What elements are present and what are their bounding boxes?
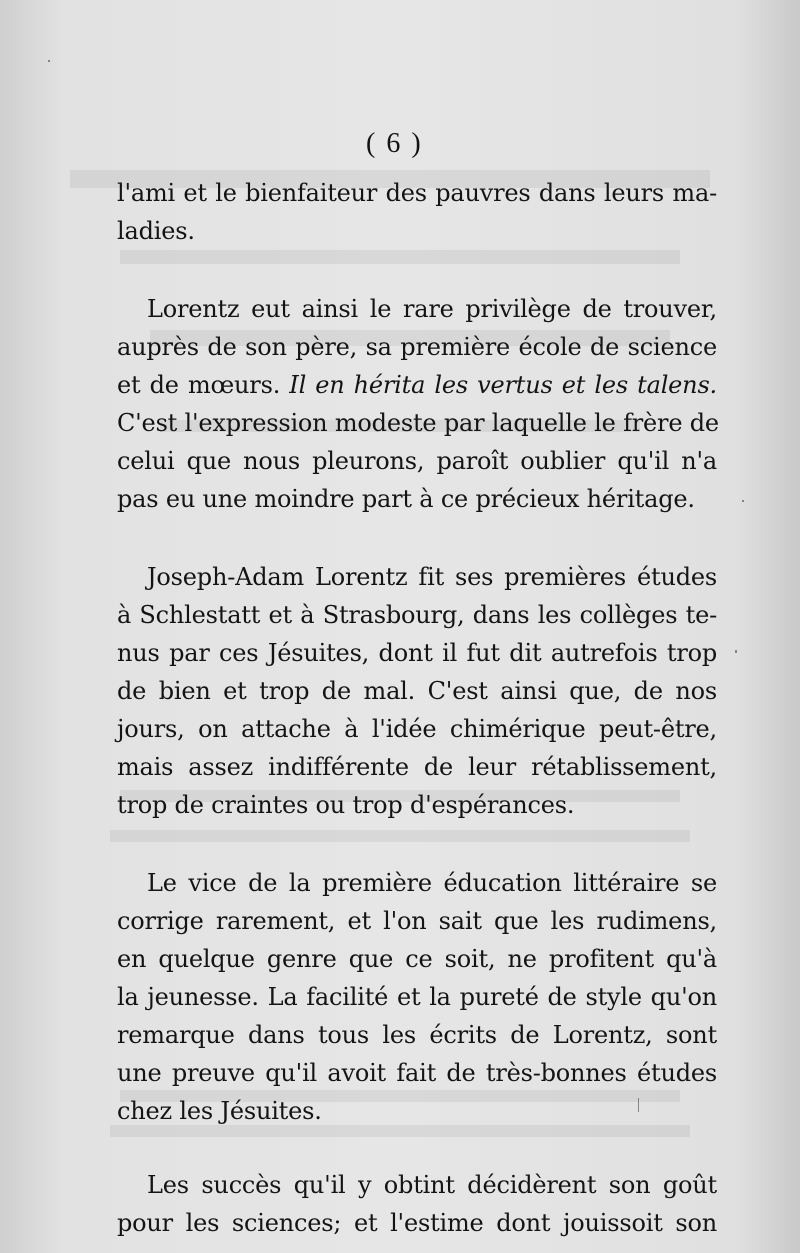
italic-quote: Il en hérita les vertus et les talens. — [289, 371, 717, 399]
text-line: nus par ces Jésuites, dont il fut dit autrefois trop — [117, 639, 717, 667]
page-number: ( 6 ) — [366, 128, 423, 159]
text-line: trop de craintes ou trop d'espérances. — [117, 791, 575, 819]
text-segment: et de mœurs. — [117, 371, 281, 399]
text-line: la jeunesse. La facilité et la pureté de style qu'on — [117, 983, 717, 1011]
paragraph — [117, 290, 717, 518]
paragraph — [117, 864, 717, 1130]
text-line: celui que nous pleurons, paroît oublier qu'il n'a — [117, 447, 717, 475]
text-line: Les succès qu'il y obtint décidèrent son goût — [147, 1171, 717, 1199]
text-line: remarque dans tous les écrits de Lorentz, sont — [117, 1021, 717, 1049]
paragraph — [117, 1166, 717, 1242]
ink-speck — [735, 650, 737, 653]
ink-speck — [48, 60, 50, 62]
text-line: C'est l'expression modeste par laquelle le frère de — [117, 409, 719, 437]
text-line: l'ami et le bienfaiteur des pauvres dans leurs ma- — [117, 179, 717, 207]
text-line: auprès de son père, sa première école de science — [117, 333, 717, 361]
text-line: de bien et trop de mal. C'est ainsi que, de nos — [117, 677, 717, 705]
text-line: à Schlestatt et à Strasbourg, dans les collèges te- — [117, 601, 717, 629]
text-line: Le vice de la première éducation littéraire se — [147, 869, 717, 897]
text-line: Lorentz eut ainsi le rare privilège de trouver, — [147, 295, 717, 323]
ink-speck — [742, 500, 744, 502]
ink-speck — [638, 1098, 639, 1112]
text-line: ladies. — [117, 217, 195, 245]
text-line: une preuve qu'il avoit fait de très-bonnes études — [117, 1059, 717, 1087]
paragraph — [117, 558, 717, 824]
body-text — [117, 174, 717, 1242]
paragraph — [117, 174, 717, 250]
text-line: corrige rarement, et l'on sait que les rudimens, — [117, 907, 717, 935]
text-line: en quelque genre que ce soit, ne profitent qu'à — [117, 945, 717, 973]
text-line-with-italic — [117, 366, 717, 404]
text-line: pas eu une moindre part à ce précieux héritage. — [117, 485, 695, 513]
text-line: chez les Jésuites. — [117, 1097, 322, 1125]
text-line: Joseph-Adam Lorentz fit ses premières études — [147, 563, 717, 591]
text-line: mais assez indifférente de leur rétablissement, — [117, 753, 717, 781]
text-line: pour les sciences; et l'estime dont jouissoit son — [117, 1209, 717, 1237]
text-line: jours, on attache à l'idée chimérique peut-être, — [117, 715, 717, 743]
